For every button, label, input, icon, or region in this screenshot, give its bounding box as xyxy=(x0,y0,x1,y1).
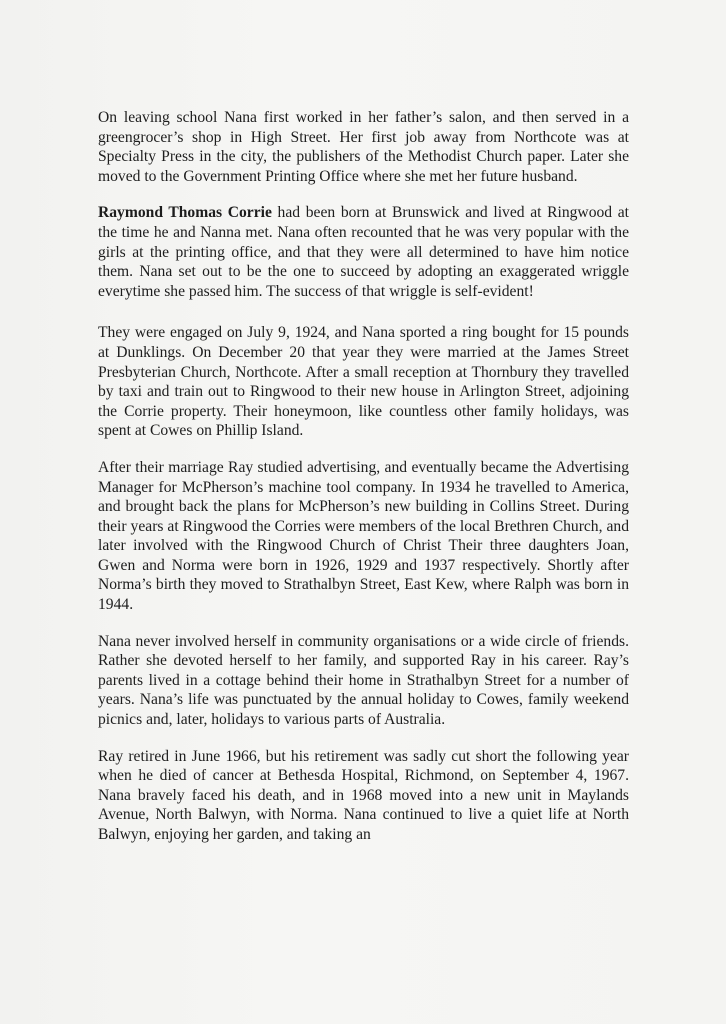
body-text xyxy=(98,108,629,862)
paragraph-family-life: Nana never involved herself in community organisations or a wide circle of friends. Rather she devoted herself to her family, and supported Ray in his career. Ray’s parents lived in a cottage behind their home in Strathalbyn Street for a number of years. Nana’s life was punctuated by the annual holiday to Cowes, family weekend picnics and, later, holidays to various parts of Australia. xyxy=(98,632,629,729)
paragraph-raymond xyxy=(98,203,629,301)
paragraph-engagement: They were engaged on July 9, 1924, and Nana sported a ring bought for 15 pounds at Dunklings. On December 20 that year they were married at the James Street Presbyterian Church, Northcote. After a small reception at Thornbury they travelled by taxi and train out to Ringwood to their new house in Arlington Street, adjoining the Corrie property. Their honeymoon, like countless other family holidays, was spent at Cowes on Phillip Island. xyxy=(98,324,629,440)
paragraph-retirement: Ray retired in June 1966, but his retirement was sadly cut short the following year when he died of cancer at Bethesda Hospital, Richmond, on September 4, 1967. Nana bravely faced his death, and in 1968 moved into a new unit in Maylands Avenue, North Balwyn, with Norma. Nana continued to live a quiet life at North Balwyn, enjoying her garden, and taking an xyxy=(98,747,629,843)
paragraph-first-job: On leaving school Nana first worked in her father’s salon, and then served in a greengrocer’s shop in High Street. Her first job away from Northcote was at Specialty Press in the city, the publishers of the Methodist Church paper. Later she moved to the Government Printing Office where she met her future husband. xyxy=(98,109,629,185)
bold-name-raymond: Raymond Thomas Corrie xyxy=(98,204,272,222)
paragraph-advertising: After their marriage Ray studied advertising, and eventually became the Advertising Manager for McPherson’s machine tool company. In 1934 he travelled to America, and brought back the plans for McPherson’s new building in Collins Street. During their years at Ringwood the Corries were members of the local Brethren Church, and later involved with the Ringwood Church of Christ Their three daughters Joan, Gwen and Norma were born in 1926, 1929 and 1937 respectively. Shortly after Norma’s birth they moved to Strathalbyn Street, East Kew, where Ralph was born in 1944. xyxy=(98,458,629,614)
paragraph-raymond-text: had been born at Brunswick and lived at Ringwood at the time he and Nanna met. Nana often recounted that he was very popular with the girls at the printing office, and that they were all determined to have him notice them. Nana set out to be the one to succeed by adopting an exaggerated wriggle everytime she passed him. The success of that wriggle is self-evident! xyxy=(98,204,629,300)
